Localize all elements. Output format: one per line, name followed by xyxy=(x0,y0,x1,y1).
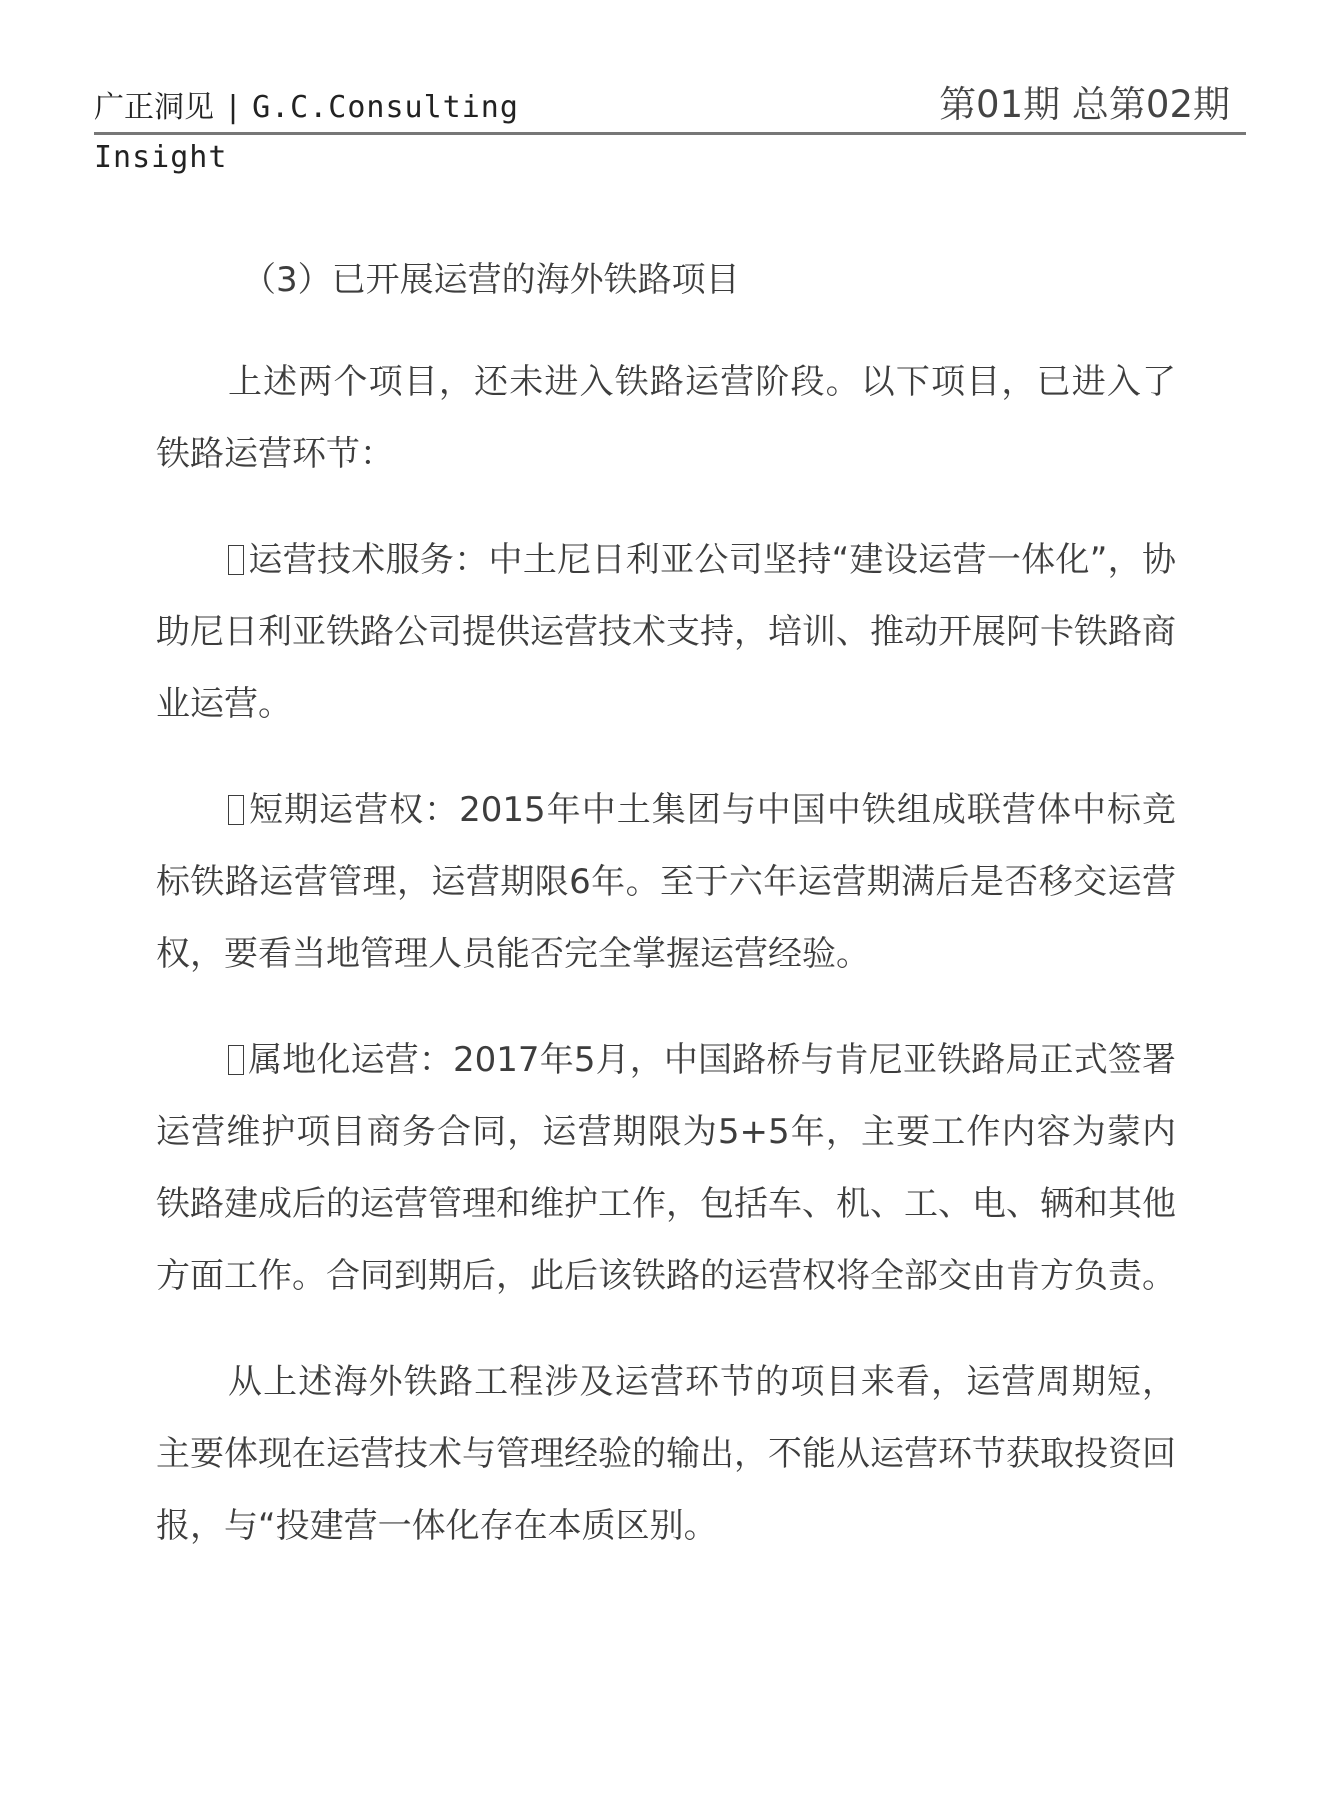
bullet-text: 运营技术服务：中土尼日利亚公司坚持“建设运营一体化”，协助尼日利亚铁路公司提供运营技术支持，培训、推动开展阿卡铁路商业运营。 xyxy=(156,540,1176,724)
square-bullet-icon xyxy=(228,1045,244,1075)
bullet-paragraph-localized-operation xyxy=(156,1024,1176,1312)
bullet-paragraph-short-term-rights xyxy=(156,774,1176,990)
square-bullet-icon xyxy=(228,545,244,575)
bullet-text: 属地化运营：2017年5月，中国路桥与肯尼亚铁路局正式签署运营维护项目商务合同，运营期限为5+5年，主要工作内容为蒙内铁路建成后的运营管理和维护工作，包括车、机、工、电、辆和其他方面工作。合同到期后，此后该铁路的运营权将全部交由肯方负责。 xyxy=(156,1040,1176,1296)
brand-name-en: G.C.Consulting xyxy=(252,90,519,125)
square-bullet-icon xyxy=(228,795,244,825)
header-brand xyxy=(94,82,519,126)
page-header xyxy=(94,74,1240,132)
header-divider xyxy=(94,132,1246,135)
bullet-paragraph-technical-service xyxy=(156,524,1176,740)
intro-paragraph: 上述两个项目，还未进入铁路运营阶段。以下项目，已进入了铁路运营环节： xyxy=(156,362,1176,474)
issue-number: 第01期 总第02期 xyxy=(939,83,1230,126)
brand-name-cn: 广正洞见 xyxy=(94,90,214,125)
brand-name-en-wrap: Insight xyxy=(94,140,228,175)
bullet-text: 短期运营权：2015年中土集团与中国中铁组成联营体中标竞标铁路运营管理，运营期限6年。至于六年运营期满后是否移交运营权，要看当地管理人员能否完全掌握运营经验。 xyxy=(156,790,1176,974)
conclusion-paragraph: 从上述海外铁路工程涉及运营环节的项目来看，运营周期短，主要体现在运营技术与管理经验的输出，不能从运营环节获取投资回报，与“投建营一体化存在本质区别。 xyxy=(156,1362,1176,1546)
section-subheading: （3）已开展运营的海外铁路项目 xyxy=(242,260,740,300)
article-body xyxy=(156,244,1176,1596)
header-separator: | xyxy=(224,90,243,125)
